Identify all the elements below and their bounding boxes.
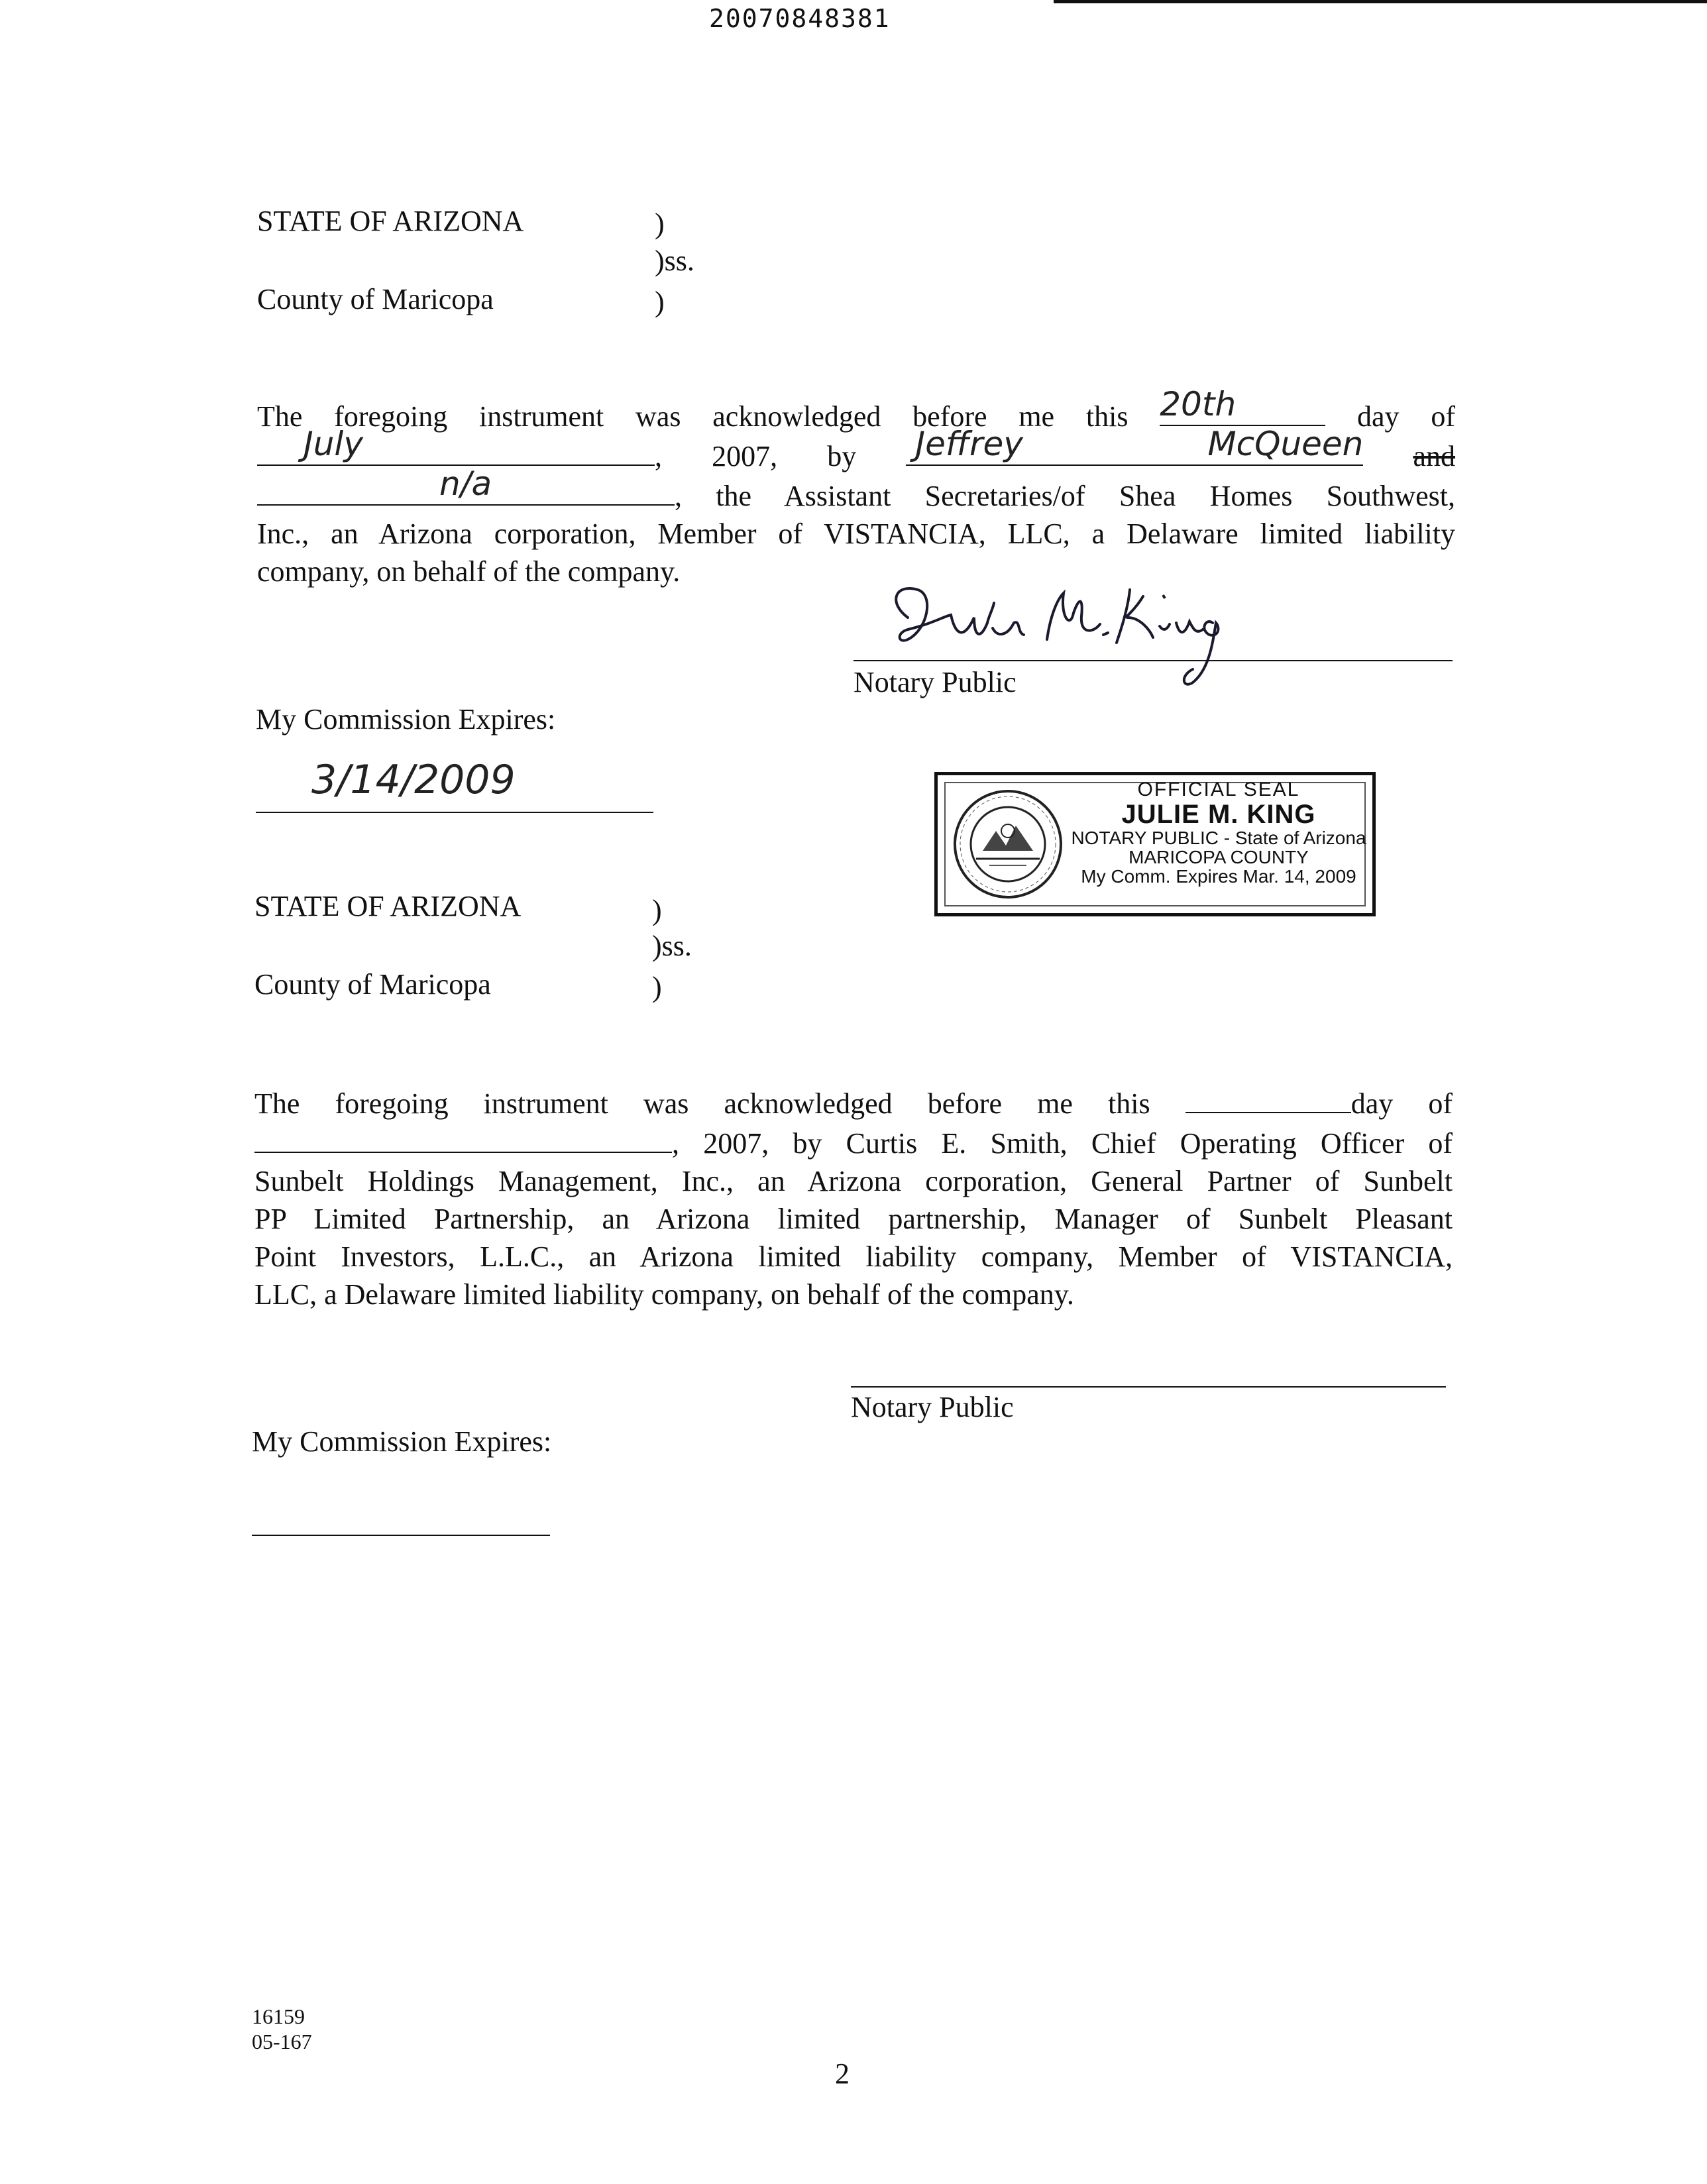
notary-signature-line-1 — [853, 660, 1453, 661]
ack-2-line-4: PP Limited Partnership, an Arizona limited partnership, Manager of Sunbelt Pleasant — [254, 1203, 1453, 1235]
venue-paren-2c: ) — [652, 971, 662, 1003]
venue-ss-2: )ss. — [652, 930, 692, 962]
venue-paren-1a: ) — [655, 207, 665, 240]
handwritten-month: July — [303, 425, 363, 463]
month-blank-2[interactable] — [254, 1122, 672, 1153]
seal-line-notary: NOTARY PUBLIC - State of Arizona — [1071, 827, 1366, 848]
ack-1-line-3: n/a , the Assistant Secretaries/of Shea Homes Southwest, — [257, 475, 1455, 515]
official-seal — [934, 772, 1376, 916]
footer-code-2: 05-167 — [252, 2030, 312, 2053]
ack-2-line-5: Point Investors, L.L.C., an Arizona limited liability company, Member of VISTANCIA, — [254, 1240, 1453, 1273]
venue-county-2: County of Maricopa — [254, 968, 491, 1001]
handwritten-name: Jeffrey McQueen — [915, 425, 1364, 463]
ack-2-line-6: LLC, a Delaware limited liability company, on behalf of the company. — [254, 1278, 1074, 1311]
notary-label-2: Notary Public — [851, 1391, 1014, 1423]
second-name-blank-1 — [257, 464, 675, 506]
venue-county-1: County of Maricopa — [257, 283, 494, 315]
seal-line-name: JULIE M. KING — [1121, 799, 1316, 829]
acknowledgment-2 — [254, 1083, 1453, 1313]
month-blank-1 — [257, 425, 655, 466]
venue-state-1: STATE OF ARIZONA — [257, 205, 524, 237]
commission-line-1 — [256, 812, 653, 813]
ack-1-line-2: July , 2007, by Jeffrey McQueen and — [257, 435, 1455, 475]
page-number: 2 — [835, 2057, 850, 2090]
ack-1-line-4: Inc., an Arizona corporation, Member of VISTANCIA, LLC, a Delaware limited liability — [257, 518, 1455, 550]
handwritten-day: 20th — [1160, 385, 1237, 423]
document-number: 20070848381 — [709, 4, 891, 33]
venue-paren-2a: ) — [652, 894, 662, 926]
struck-and: and — [1413, 440, 1456, 472]
top-rule — [1054, 0, 1707, 3]
seal-text — [1070, 779, 1367, 887]
seal-line-county: MARICOPA COUNTY — [1129, 846, 1309, 867]
ack-2-line-1: The foregoing instrument was acknowledged before me this day of — [254, 1083, 1453, 1122]
day-blank-2[interactable] — [1185, 1083, 1351, 1113]
venue-paren-1c: ) — [655, 286, 665, 318]
arizona-seal-emblem — [950, 785, 1066, 904]
handwritten-second-name: n/a — [439, 464, 492, 503]
commission-label-2: My Commission Expires: — [252, 1425, 552, 1458]
venue-state-2: STATE OF ARIZONA — [254, 890, 522, 922]
commission-line-2[interactable] — [252, 1535, 550, 1536]
notary-signature-line-2[interactable] — [851, 1386, 1446, 1388]
notary-label-1: Notary Public — [853, 666, 1017, 698]
ack-1-line-1: The foregoing instrument was acknowledged before me this 20th day of — [257, 385, 1456, 433]
seal-line-official: OFFICIAL SEAL — [1137, 779, 1300, 800]
handwritten-commission-date: 3/14/2009 — [311, 757, 516, 803]
ack-2-line-3: Sunbelt Holdings Management, Inc., an Arizona corporation, General Partner of Sunbelt — [254, 1165, 1453, 1197]
venue-ss-1: )ss. — [655, 245, 694, 277]
seal-line-expires: My Comm. Expires Mar. 14, 2009 — [1081, 866, 1356, 887]
ack-2-line-2: , 2007, by Curtis E. Smith, Chief Operating Officer of — [254, 1122, 1453, 1162]
footer-code-1: 16159 — [252, 2004, 305, 2028]
ack-1-line-5: company, on behalf of the company. — [257, 555, 681, 588]
acknowledgment-1 — [257, 385, 1456, 590]
day-blank-1 — [1160, 385, 1325, 426]
commission-label-1: My Commission Expires: — [256, 703, 556, 736]
name-blank-1 — [906, 425, 1364, 466]
